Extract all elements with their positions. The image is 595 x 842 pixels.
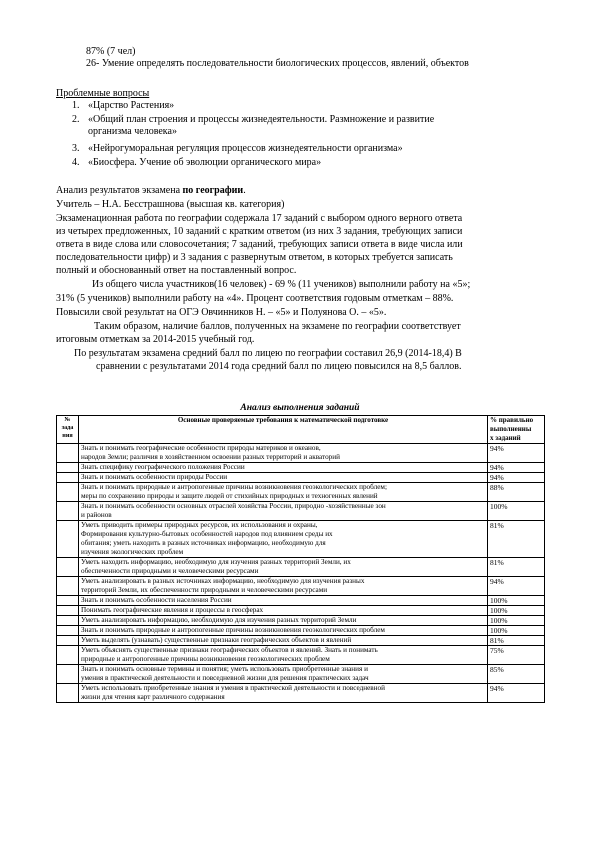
requirement-cell: [79, 502, 488, 521]
requirement-line: Понимать географические явления и процессы в геосферах: [81, 606, 264, 614]
task-number-cell: [57, 463, 79, 473]
requirement-line: умения в практической деятельности и повседневной жизни для решения практических задач: [81, 674, 369, 682]
requirement-cell: [79, 626, 488, 636]
p1-line-3: ответа в виде слова или словосочетания; 7 заданий, требующих записи ответа в виде числа или: [56, 239, 463, 250]
percent-cell: 94%: [488, 684, 545, 703]
requirement-cell: [79, 473, 488, 483]
requirement-cell: [79, 665, 488, 684]
p4-line-2: сравнении с результатами 2014 года средний балл по лицею повысился на 8,5 баллов.: [96, 361, 462, 372]
problem-item-2: 2. «Общий план строения и процессы жизнедеятельности. Размножение и развитие: [72, 114, 435, 125]
p2-line-2: 31% (5 учеников) выполнили работу на «4». Процент соответствия годовым отметкам – 88%.: [56, 293, 454, 304]
skill-26-line: 26- Умение определять последовательности биологических процессов, явлений, объектов: [86, 58, 469, 69]
task-number-cell: [57, 502, 79, 521]
requirement-line: обитания; уметь находить в разных источниках информацию, необходимую для: [81, 539, 326, 547]
table-header-row: [57, 416, 545, 444]
percent-cell: 81%: [488, 558, 545, 577]
table-row: [57, 473, 545, 483]
requirement-cell: [79, 596, 488, 606]
table-row: [57, 684, 545, 703]
task-number-cell: [57, 558, 79, 577]
table-row: [57, 577, 545, 596]
percent-cell: 100%: [488, 596, 545, 606]
requirement-cell: [79, 521, 488, 558]
table-row: [57, 606, 545, 616]
analysis-title: Анализ результатов экзамена по географии.: [56, 185, 246, 196]
task-number-cell: [57, 473, 79, 483]
task-number-cell: [57, 577, 79, 596]
requirement-line: Уметь использовать приобретенные знания и умения в практической деятельности и повседневной: [81, 684, 385, 692]
requirement-cell: [79, 483, 488, 502]
problem-item-2-cont: организма человека»: [88, 126, 177, 137]
requirement-line: природные и антропогенные причины возникновения геоэкологических проблем: [81, 655, 330, 663]
requirement-line: Знать и понимать природные и антропогенные причины возникновения геоэкологических проблем: [81, 626, 385, 634]
p3-line-2: итоговым отметкам за 2014-2015 учебный год.: [56, 334, 255, 345]
percent-cell: 94%: [488, 444, 545, 463]
requirement-cell: [79, 558, 488, 577]
header-task-number: № зада ния: [57, 416, 79, 444]
p4-line-1: По результатам экзамена средний балл по лицею по географии составил 26,9 (2014-18,4) В: [74, 348, 462, 359]
requirement-line: Знать и понимать особенности природы России: [81, 473, 228, 481]
p1-line-1: Экзаменационная работа по географии содержала 17 заданий с выбором одного верного ответа: [56, 213, 463, 224]
requirement-cell: [79, 444, 488, 463]
task-number-cell: [57, 626, 79, 636]
requirement-cell: [79, 577, 488, 596]
percent-cell: 88%: [488, 483, 545, 502]
task-number-cell: [57, 684, 79, 703]
requirement-line: Знать специфику географического положения России: [81, 463, 245, 471]
requirement-cell: [79, 636, 488, 646]
table-body: [57, 444, 545, 703]
teacher-line: Учитель – Н.А. Бесстрашнова (высшая кв. категория): [56, 199, 285, 210]
table-row: [57, 483, 545, 502]
requirement-line: Знать и понимать особенности основных отраслей хозяйства России, природно -хозяйственные зон: [81, 502, 386, 510]
percent-cell: 100%: [488, 502, 545, 521]
requirement-line: Уметь анализировать в разных источниках информацию, необходимую для изучения разных: [81, 577, 365, 585]
table-row: [57, 646, 545, 665]
requirement-cell: [79, 606, 488, 616]
task-number-cell: [57, 616, 79, 626]
percent-cell: 81%: [488, 521, 545, 558]
percent-cell: 100%: [488, 626, 545, 636]
task-number-cell: [57, 596, 79, 606]
problem-item-3: 3. «Нейрогуморальная регуляция процессов жизнедеятельности организма»: [72, 143, 403, 154]
requirement-cell: [79, 616, 488, 626]
table-row: [57, 636, 545, 646]
table-row: [57, 521, 545, 558]
requirement-line: Знать и понимать основные термины и понятия; уметь использовать приобретенные знания и: [81, 665, 368, 673]
table-row: [57, 616, 545, 626]
task-number-cell: [57, 665, 79, 684]
percent-cell: 94%: [488, 577, 545, 596]
percent-cell: 100%: [488, 606, 545, 616]
result-line: 87% (7 чел): [86, 46, 136, 57]
requirement-line: Знать и понимать природные и антропогенные причины возникновения геоэкологических проблем;: [81, 483, 387, 491]
task-number-cell: [57, 483, 79, 502]
table-row: [57, 596, 545, 606]
p1-line-2: из четырех предложенных, 10 заданий с кратким ответом (из них 3 задания, требующих записи: [56, 226, 463, 237]
requirement-line: Уметь выделять (узнавать) существенные признаки географических объектов и явлений: [81, 636, 352, 644]
table-row: [57, 665, 545, 684]
requirement-line: меры по сохранению природы и защите людей от стихийных природных и техногенных явлений: [81, 492, 378, 500]
table-title: Анализ выполнения заданий: [240, 403, 360, 413]
p1-line-5: полный и обоснованный ответ на поставленный вопрос.: [56, 265, 297, 276]
requirement-line: народов Земли; различия в хозяйственном освоении разных территорий и акваторий: [81, 453, 340, 461]
problems-heading: Проблемные вопросы: [56, 88, 150, 99]
requirement-line: Уметь приводить примеры природных ресурсов, их использования и охраны,: [81, 521, 318, 529]
requirement-line: обеспеченности природными и человеческими ресурсами: [81, 567, 259, 575]
p1-line-4: последовательности цифр) и 3 задания с развернутым ответом, в которых требуется записать: [56, 252, 453, 263]
requirement-line: Уметь объяснять существенные признаки географических объектов и явлений. Знать и понимать: [81, 646, 378, 654]
requirement-line: Знать и понимать особенности населения России: [81, 596, 232, 604]
task-number-cell: [57, 444, 79, 463]
table-row: [57, 502, 545, 521]
percent-cell: 81%: [488, 636, 545, 646]
requirement-line: Уметь находить информацию, необходимую для изучения разных территорий Земли, их: [81, 558, 351, 566]
header-requirements: Основные проверяемые требования к математической подготовке: [79, 416, 488, 444]
requirement-line: Уметь анализировать информацию, необходимую для изучения разных территорий Земли: [81, 616, 357, 624]
percent-cell: 85%: [488, 665, 545, 684]
requirement-line: территорий Земли, их обеспеченности природными и человеческими ресурсами: [81, 586, 328, 594]
requirement-cell: [79, 646, 488, 665]
percent-cell: 75%: [488, 646, 545, 665]
percent-cell: 94%: [488, 463, 545, 473]
p3-line-1: Таким образом, наличие баллов, полученных на экзамене по географии соответствует: [94, 321, 461, 332]
requirement-line: изучения экологических проблем: [81, 548, 184, 556]
table-row: [57, 558, 545, 577]
percent-cell: 94%: [488, 473, 545, 483]
header-percent: % правильно выполненны х заданий: [488, 416, 545, 444]
task-number-cell: [57, 646, 79, 665]
requirement-line: и районов: [81, 511, 112, 519]
task-number-cell: [57, 636, 79, 646]
task-number-cell: [57, 606, 79, 616]
problem-item-1: 1. «Царство Растения»: [72, 100, 175, 111]
p2-line-3: Повысили свой результат на ОГЭ Овчинников Н. – «5» и Полуянова О. – «5».: [56, 307, 387, 318]
p2-line-1: Из общего числа участников(16 человек) - 69 % (11 учеников) выполнили работу на «5»;: [92, 279, 471, 290]
problem-item-4: 4. «Биосфера. Учение об эволюции органического мира»: [72, 157, 322, 168]
percent-cell: 100%: [488, 616, 545, 626]
requirement-line: жизни для чтения карт различного содержания: [81, 693, 225, 701]
requirement-line: Формирования культурно-бытовых особенностей народов под влиянием среды их: [81, 530, 333, 538]
table-row: [57, 626, 545, 636]
table-row: [57, 463, 545, 473]
task-number-cell: [57, 521, 79, 558]
requirement-line: Знать и понимать географические особенности природы материков и океанов,: [81, 444, 321, 452]
table-row: [57, 444, 545, 463]
tasks-table: [56, 415, 545, 703]
requirement-cell: [79, 684, 488, 703]
requirement-cell: [79, 463, 488, 473]
